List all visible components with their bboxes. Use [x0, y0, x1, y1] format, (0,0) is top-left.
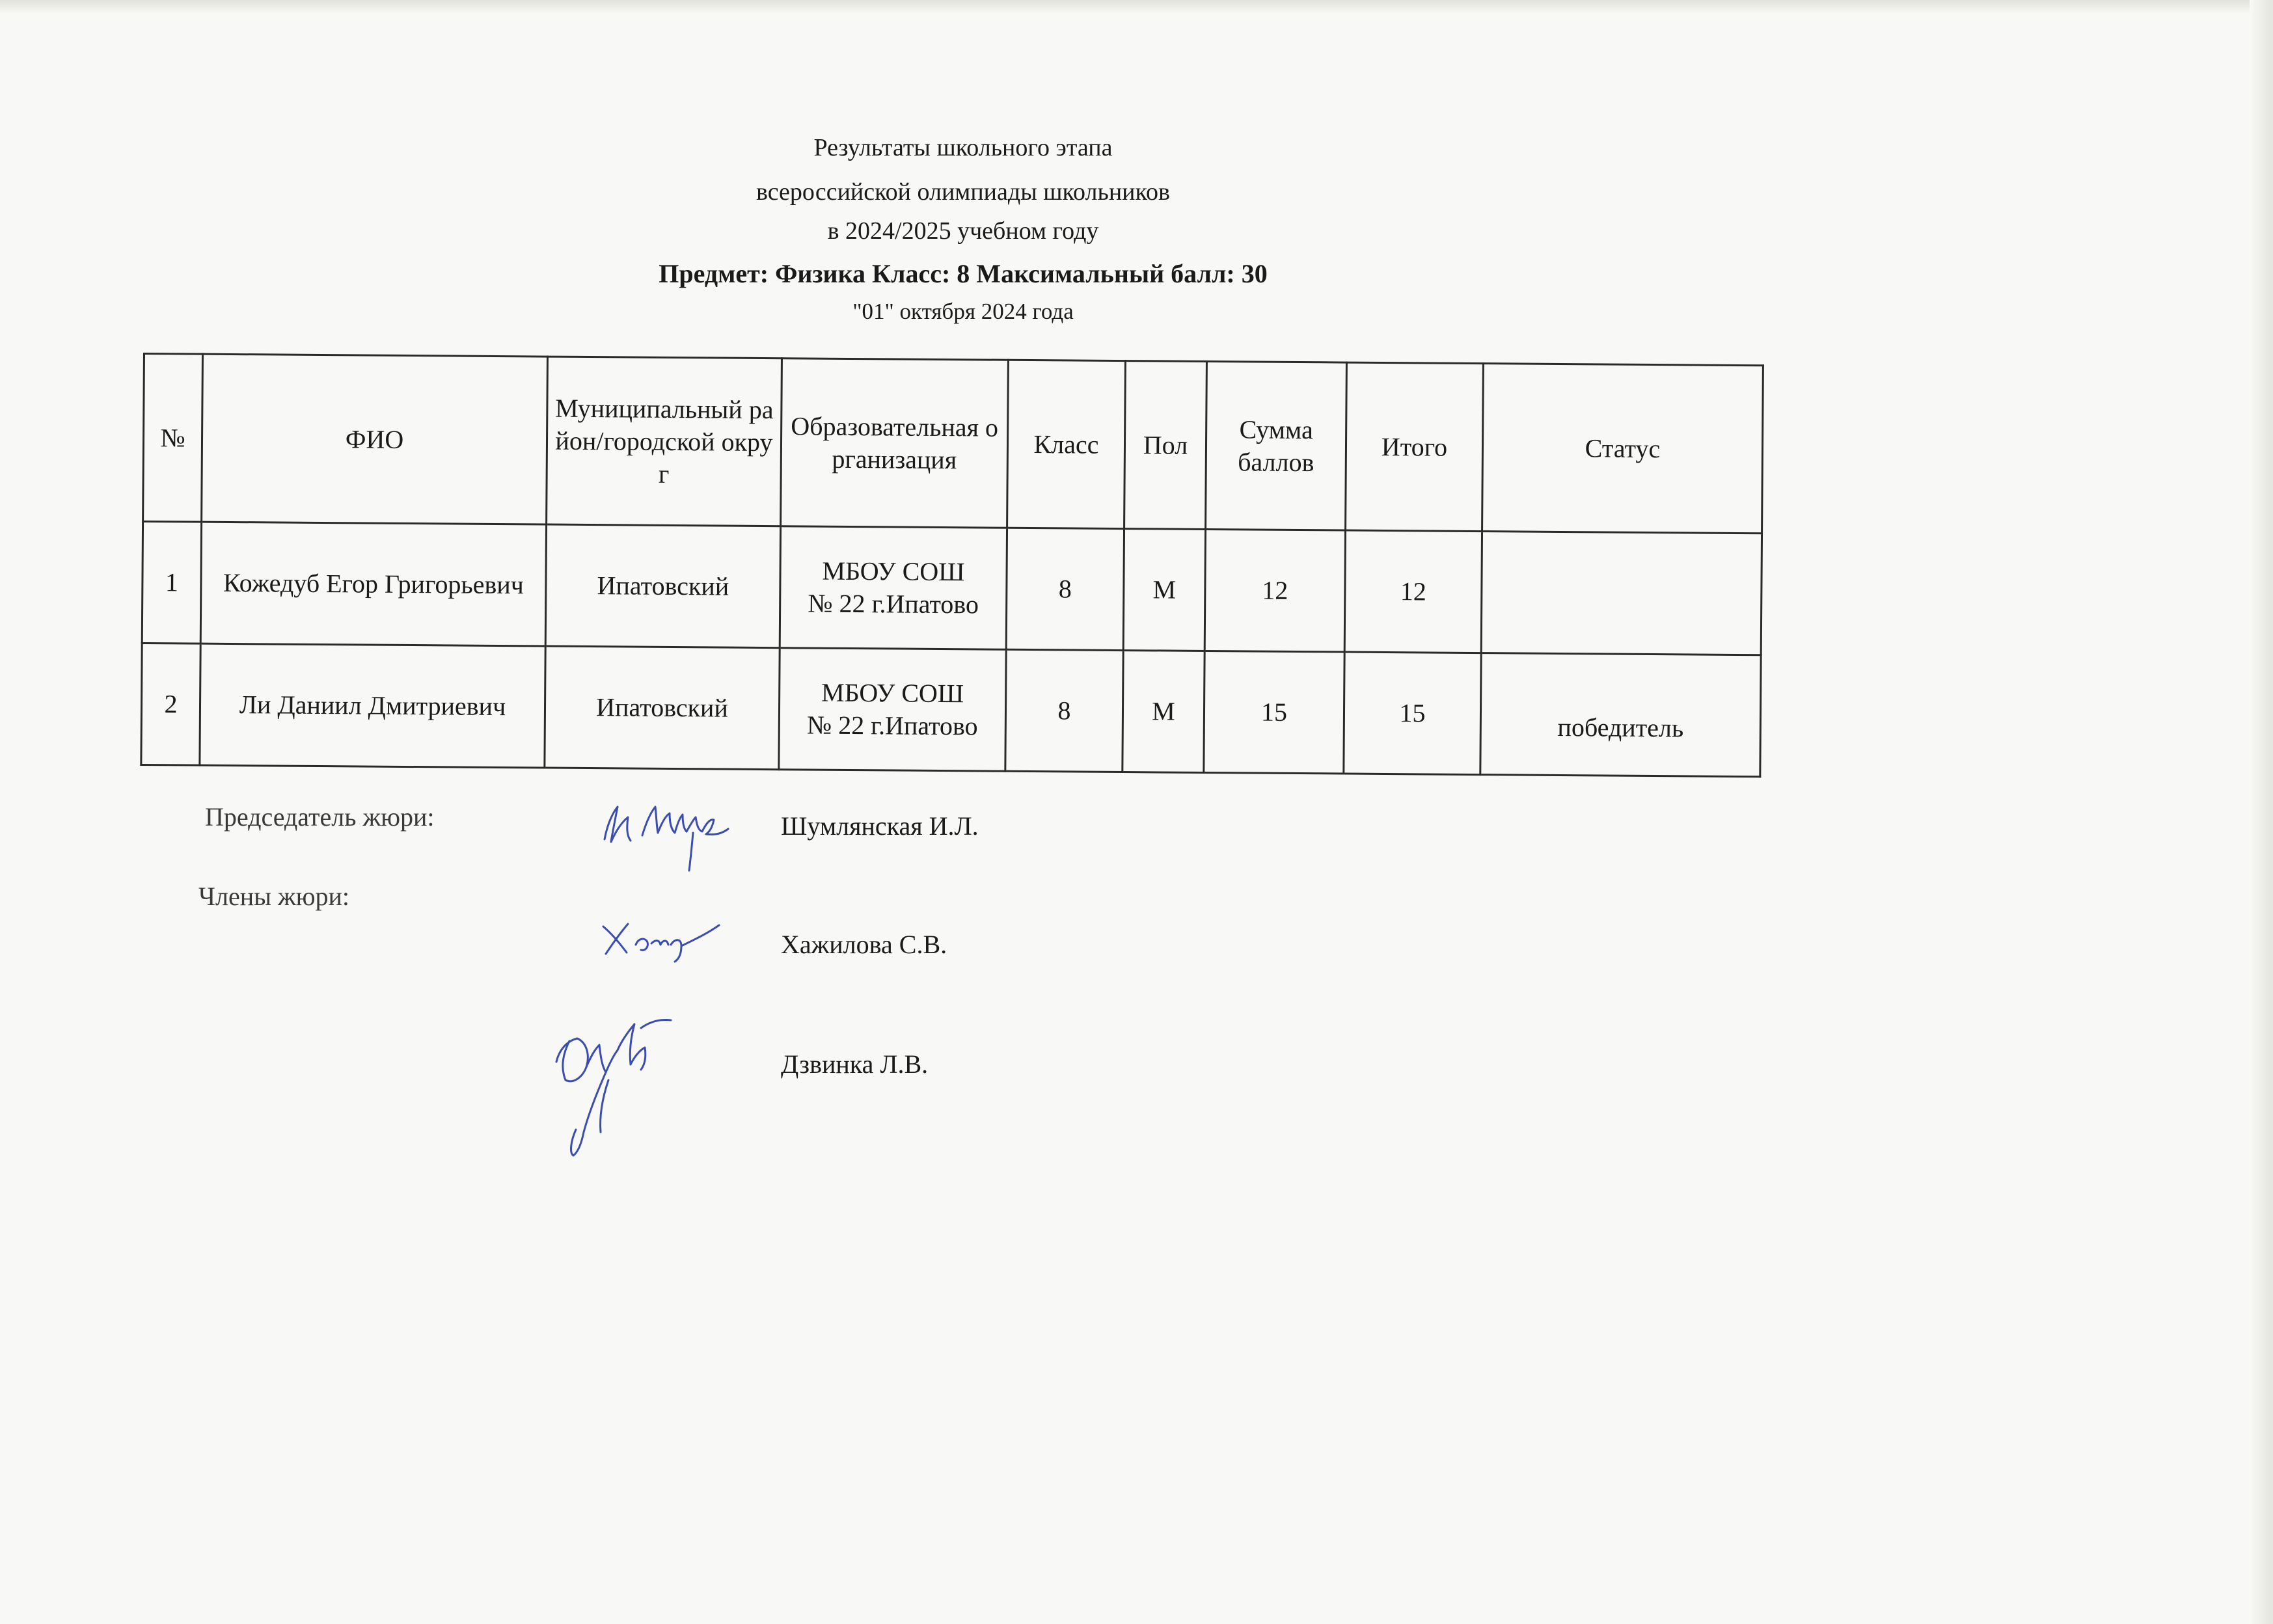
cell-num: 2: [141, 643, 200, 765]
cell-district: Ипатовский: [545, 524, 780, 648]
jury-member-name: Дзвинка Л.В.: [781, 1049, 929, 1079]
table-header-row: [143, 354, 1763, 534]
jury-chair-name: Шумлянская И.Л.: [781, 811, 979, 841]
doc-title-line-1: Результаты школьного этапа: [813, 134, 1113, 161]
col-header-sex: Пол: [1124, 361, 1207, 530]
cell-fio: Кожедуб Егор Григорьевич: [200, 522, 546, 646]
cell-sum: 15: [1204, 651, 1344, 774]
member-signature: [595, 911, 732, 963]
col-header-status: Статус: [1482, 364, 1763, 534]
doc-date-line: "01" октября 2024 года: [852, 299, 1074, 324]
col-header-num: №: [143, 354, 203, 522]
cell-org: [780, 526, 1007, 650]
col-header-total: Итого: [1346, 362, 1484, 532]
col-header-fio: ФИО: [202, 354, 548, 524]
cell-org-line-2: № 22 г.Ипатово: [808, 588, 979, 619]
table-row: [141, 643, 1761, 776]
col-header-org: Образовательная организация: [781, 359, 1009, 528]
cell-org: [779, 648, 1006, 772]
chair-signature: [595, 787, 739, 875]
cell-fio: Ли Даниил Дмитриевич: [200, 643, 545, 768]
doc-title-line-2: всероссийской олимпиады школьников: [756, 178, 1170, 206]
member-signature: [543, 1002, 700, 1158]
cell-org-line-1: МБОУ СОШ: [821, 677, 964, 709]
cell-sex: М: [1123, 651, 1205, 773]
col-header-grade: Класс: [1007, 360, 1126, 528]
cell-grade: 8: [1006, 528, 1124, 650]
doc-title-line-3: в 2024/2025 учебном году: [827, 217, 1099, 245]
doc-subject-line: Предмет: Физика Класс: 8 Максимальный балл: 30: [659, 259, 1268, 288]
results-table: [140, 353, 1764, 778]
cell-num: 1: [142, 522, 201, 644]
scan-right-edge: [2250, 0, 2273, 1624]
cell-total: 15: [1344, 652, 1481, 775]
col-header-district: Муниципальный район/городской округ: [547, 357, 782, 526]
cell-status: [1481, 532, 1762, 655]
cell-sum: 12: [1205, 529, 1345, 652]
cell-sex: М: [1123, 529, 1205, 651]
cell-district: Ипатовский: [545, 646, 780, 770]
scan-top-edge: [0, 0, 2273, 14]
table-row: [142, 522, 1762, 655]
cell-grade: 8: [1005, 649, 1123, 772]
cell-status: победитель: [1480, 653, 1761, 777]
jury-chair-label: Председатель жюри:: [205, 802, 435, 832]
col-header-sum: Сумма баллов: [1206, 361, 1347, 530]
jury-member-name: Хажилова С.В.: [781, 930, 947, 959]
cell-org-line-2: № 22 г.Ипатово: [806, 710, 978, 741]
jury-members-label: Члены жюри:: [198, 882, 350, 911]
cell-total: 12: [1344, 530, 1482, 653]
cell-org-line-1: МБОУ СОШ: [822, 556, 965, 587]
